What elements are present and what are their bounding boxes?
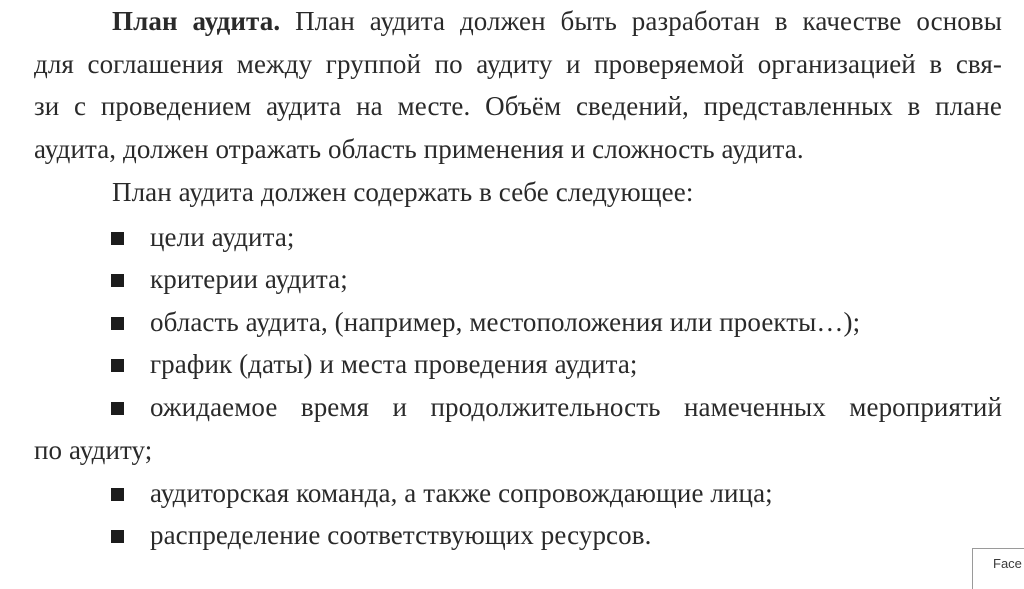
paragraph-1-line-4: аудита, должен отражать область применения и сложность аудита. [34, 134, 804, 164]
black-square-bullet-icon [111, 402, 124, 415]
list-item-text-continued: по аудиту; [34, 435, 153, 465]
list-item-text: график (даты) и места проведения аудита; [150, 349, 638, 379]
list-item-text: цели аудита; [150, 222, 295, 252]
black-square-bullet-icon [111, 359, 124, 372]
paragraph-2-intro: План аудита должен содержать в себе следующее: [112, 177, 694, 207]
paragraph-1-line-1-text: План аудита должен быть разработан в качестве основы [295, 6, 1002, 36]
paragraph-1-line-3: зи с проведением аудита на месте. Объём сведений, представленных в плане [34, 91, 1002, 121]
list-item-text: аудиторская команда, а также сопровождающие лица; [150, 478, 773, 508]
black-square-bullet-icon [111, 232, 124, 245]
list-item-text: область аудита, (например, местоположения или проекты…); [150, 307, 861, 337]
section-heading: План аудита. [112, 6, 281, 36]
list-item-text: критерии аудита; [150, 264, 348, 294]
paragraph-1-line-2: для соглашения между группой по аудиту и проверяемой организацией в свя- [34, 49, 1002, 79]
black-square-bullet-icon [111, 530, 124, 543]
list-item-text: распределение соответствующих ресурсов. [150, 520, 652, 550]
list-item-text: ожидаемое время и продолжительность намеченных мероприятий [150, 392, 1002, 422]
corner-fragment-text: Face [993, 556, 1022, 571]
paragraph-1-line-1 [112, 4, 1002, 38]
black-square-bullet-icon [111, 317, 124, 330]
black-square-bullet-icon [111, 274, 124, 287]
black-square-bullet-icon [111, 488, 124, 501]
